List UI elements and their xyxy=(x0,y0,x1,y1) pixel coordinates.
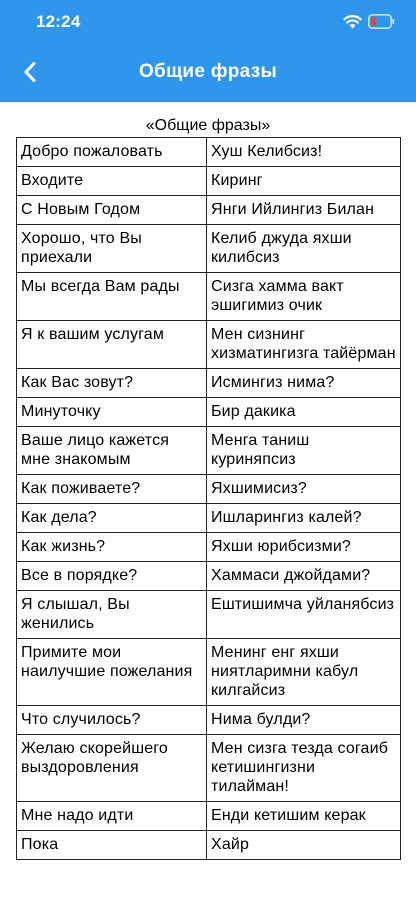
table-row xyxy=(17,475,401,504)
status-time: 12:24 xyxy=(36,12,81,31)
uzbek-phrase: Бир дакика xyxy=(207,398,401,427)
uzbek-phrase: Янги Ийлингиз Билан xyxy=(207,196,401,225)
table-row xyxy=(17,831,401,860)
uzbek-phrase: Ишларингиз калей? xyxy=(207,504,401,533)
russian-phrase: Как дела? xyxy=(17,504,207,533)
uzbek-phrase: Енди кетишим керак xyxy=(207,802,401,831)
uzbek-phrase: Хуш Келибсиз! xyxy=(207,138,401,167)
battery-low-icon xyxy=(368,14,395,29)
table-row xyxy=(17,138,401,167)
russian-phrase: Примите мои наилучшие пожелания xyxy=(17,639,207,706)
uzbek-phrase: Ештишимча уйланябсиз xyxy=(207,591,401,639)
uzbek-phrase: Нима булди? xyxy=(207,706,401,735)
table-row xyxy=(17,225,401,273)
russian-phrase: С Новым Годом xyxy=(17,196,207,225)
russian-phrase: Желаю скорейшего выздоровления xyxy=(17,735,207,802)
phrases-table xyxy=(16,137,401,860)
table-row xyxy=(17,369,401,398)
russian-phrase: Добро пожаловать xyxy=(17,138,207,167)
uzbek-phrase: Яхши юрибсизми? xyxy=(207,533,401,562)
russian-phrase: Все в порядке? xyxy=(17,562,207,591)
status-bar xyxy=(0,0,416,46)
russian-phrase: Как поживаете? xyxy=(17,475,207,504)
uzbek-phrase: Мен сизга тезда согаиб кетишингизни тилайман! xyxy=(207,735,401,802)
russian-phrase: Хорошо, что Вы приехали xyxy=(17,225,207,273)
uzbek-phrase: Хаммаси джойдами? xyxy=(207,562,401,591)
table-row xyxy=(17,802,401,831)
russian-phrase: Как жизнь? xyxy=(17,533,207,562)
table-row xyxy=(17,533,401,562)
table-row xyxy=(17,562,401,591)
uzbek-phrase: Менинг енг яхши ниятларимни кабул килгайсиз xyxy=(207,639,401,706)
nav-bar xyxy=(0,46,416,102)
table-row xyxy=(17,321,401,369)
table-row xyxy=(17,196,401,225)
page-title: Общие фразы xyxy=(138,61,278,82)
table-row xyxy=(17,504,401,533)
table-row xyxy=(17,398,401,427)
table-row xyxy=(17,639,401,706)
uzbek-phrase: Менга таниш куриняпсиз xyxy=(207,427,401,475)
russian-phrase: Я к вашим услугам xyxy=(17,321,207,369)
russian-phrase: Входите xyxy=(17,167,207,196)
table-row xyxy=(17,706,401,735)
uzbek-phrase: Сизга хамма вакт эшигимиз очик xyxy=(207,273,401,321)
table-row xyxy=(17,427,401,475)
content xyxy=(0,102,416,900)
table-row xyxy=(17,273,401,321)
uzbek-phrase: Яхшимисиз? xyxy=(207,475,401,504)
uzbek-phrase: Хайр xyxy=(207,831,401,860)
uzbek-phrase: Мен сизнинг хизматингизга тайёрман xyxy=(207,321,401,369)
uzbek-phrase: Киринг xyxy=(207,167,401,196)
russian-phrase: Ваше лицо кажется мне знакомым xyxy=(17,427,207,475)
russian-phrase: Минуточку xyxy=(17,398,207,427)
wifi-icon xyxy=(343,14,362,29)
russian-phrase: Мы всегда Вам рады xyxy=(17,273,207,321)
table-row xyxy=(17,167,401,196)
uzbek-phrase: Келиб джуда яхши килибсиз xyxy=(207,225,401,273)
uzbek-phrase: Исмингиз нима? xyxy=(207,369,401,398)
russian-phrase: Что случилось? xyxy=(17,706,207,735)
app-header xyxy=(0,0,416,102)
russian-phrase: Мне надо идти xyxy=(17,802,207,831)
russian-phrase: Пока xyxy=(17,831,207,860)
table-row xyxy=(17,591,401,639)
russian-phrase: Я слышал, Вы женились xyxy=(17,591,207,639)
table-caption: «Общие фразы» xyxy=(145,117,271,134)
table-row xyxy=(17,735,401,802)
russian-phrase: Как Вас зовут? xyxy=(17,369,207,398)
